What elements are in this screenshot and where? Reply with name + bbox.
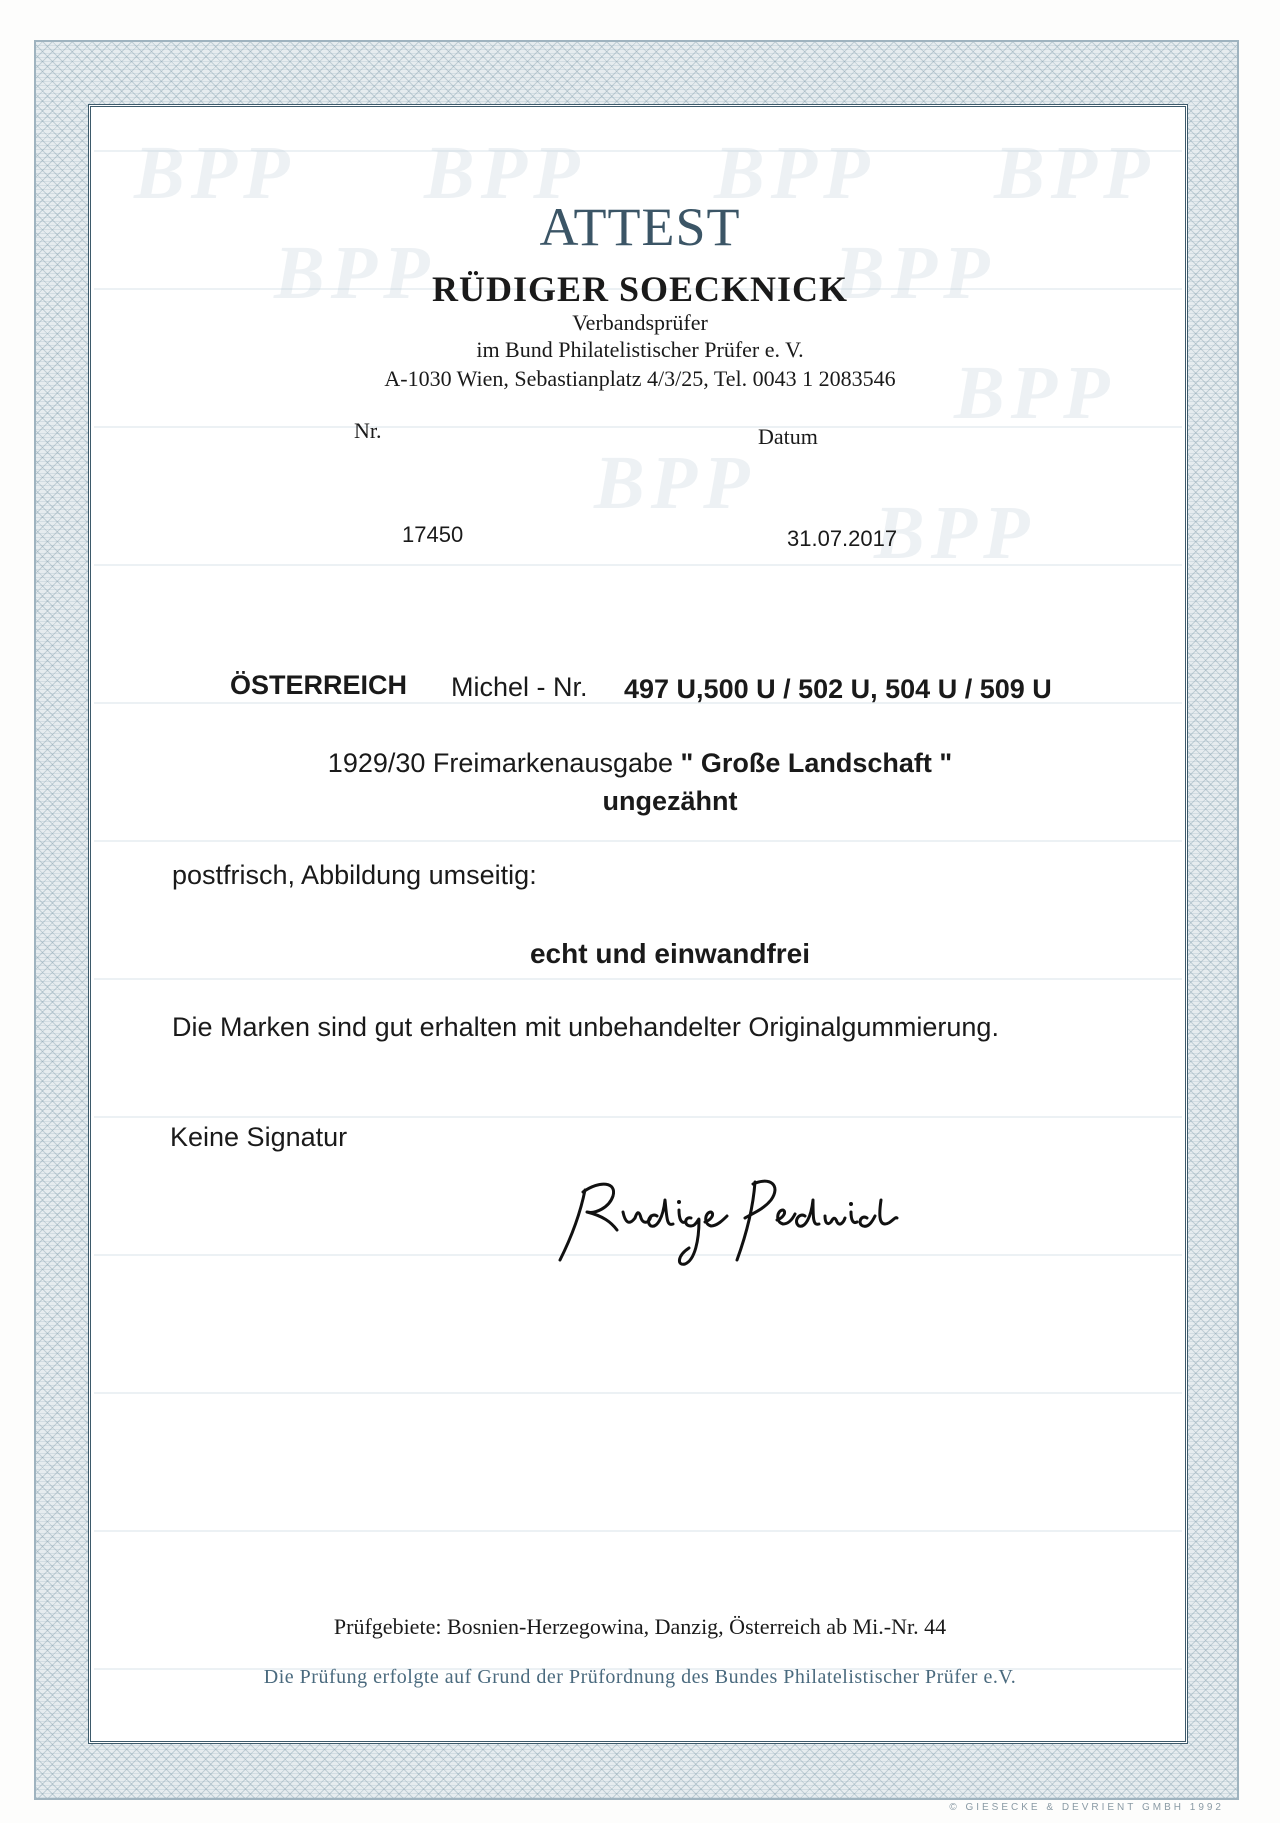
- issue-line: [0, 748, 1280, 779]
- watermark: BPP: [994, 131, 1156, 215]
- watermark: BPP: [954, 351, 1116, 435]
- watermark: BPP: [134, 131, 296, 215]
- examination-areas: Prüfgebiete: Bosnien-Herzegowina, Danzig, Österreich ab Mi.-Nr. 44: [333, 1614, 947, 1639]
- signature-note: Keine Signatur: [170, 1122, 348, 1152]
- handwritten-signature: [545, 1160, 905, 1270]
- nr-label: Nr.: [354, 418, 382, 443]
- country: ÖSTERREICH: [230, 670, 408, 700]
- perforation: ungezähnt: [602, 786, 738, 816]
- printer-imprint: © GIESECKE & DEVRIENT GMBH 1992: [949, 1802, 1224, 1813]
- watermark: BPP: [274, 231, 436, 315]
- watermark: BPP: [424, 131, 586, 215]
- regulation-note: Die Prüfung erfolgte auf Grund der Prüfordnung des Bundes Philatelistischer Prüfer e.V.: [263, 1666, 1017, 1688]
- watermark: BPP: [594, 441, 756, 525]
- michel-label: Michel - Nr.: [451, 672, 588, 702]
- issue-name: " Große Landschaft ": [680, 748, 953, 778]
- examiner-address: A-1030 Wien, Sebastianplatz 4/3/25, Tel. 0043 1 2083546: [384, 366, 896, 391]
- examiner-name: RÜDIGER SOECKNICK: [431, 269, 849, 309]
- watermark: BPP: [714, 131, 876, 215]
- certificate-date: 31.07.2017: [787, 526, 898, 551]
- watermark: BPP: [834, 231, 996, 315]
- examiner-association: im Bund Philatelistischer Prüfer e. V.: [476, 337, 804, 362]
- certificate-title: ATTEST: [539, 197, 741, 257]
- michel-numbers: 497 U,500 U / 502 U, 504 U / 509 U: [624, 674, 1052, 704]
- issue-prefix: 1929/30 Freimarkenausgabe: [327, 748, 674, 778]
- watermark: BPP: [874, 491, 1036, 575]
- certificate-number: 17450: [402, 522, 464, 547]
- remarks: Die Marken sind gut erhalten mit unbehandelter Originalgummierung.: [172, 1012, 999, 1042]
- verdict: echt und einwandfrei: [529, 938, 811, 969]
- examiner-role: Verbandsprüfer: [572, 310, 708, 335]
- condition: postfrisch, Abbildung umseitig:: [172, 860, 537, 890]
- datum-label: Datum: [758, 424, 818, 449]
